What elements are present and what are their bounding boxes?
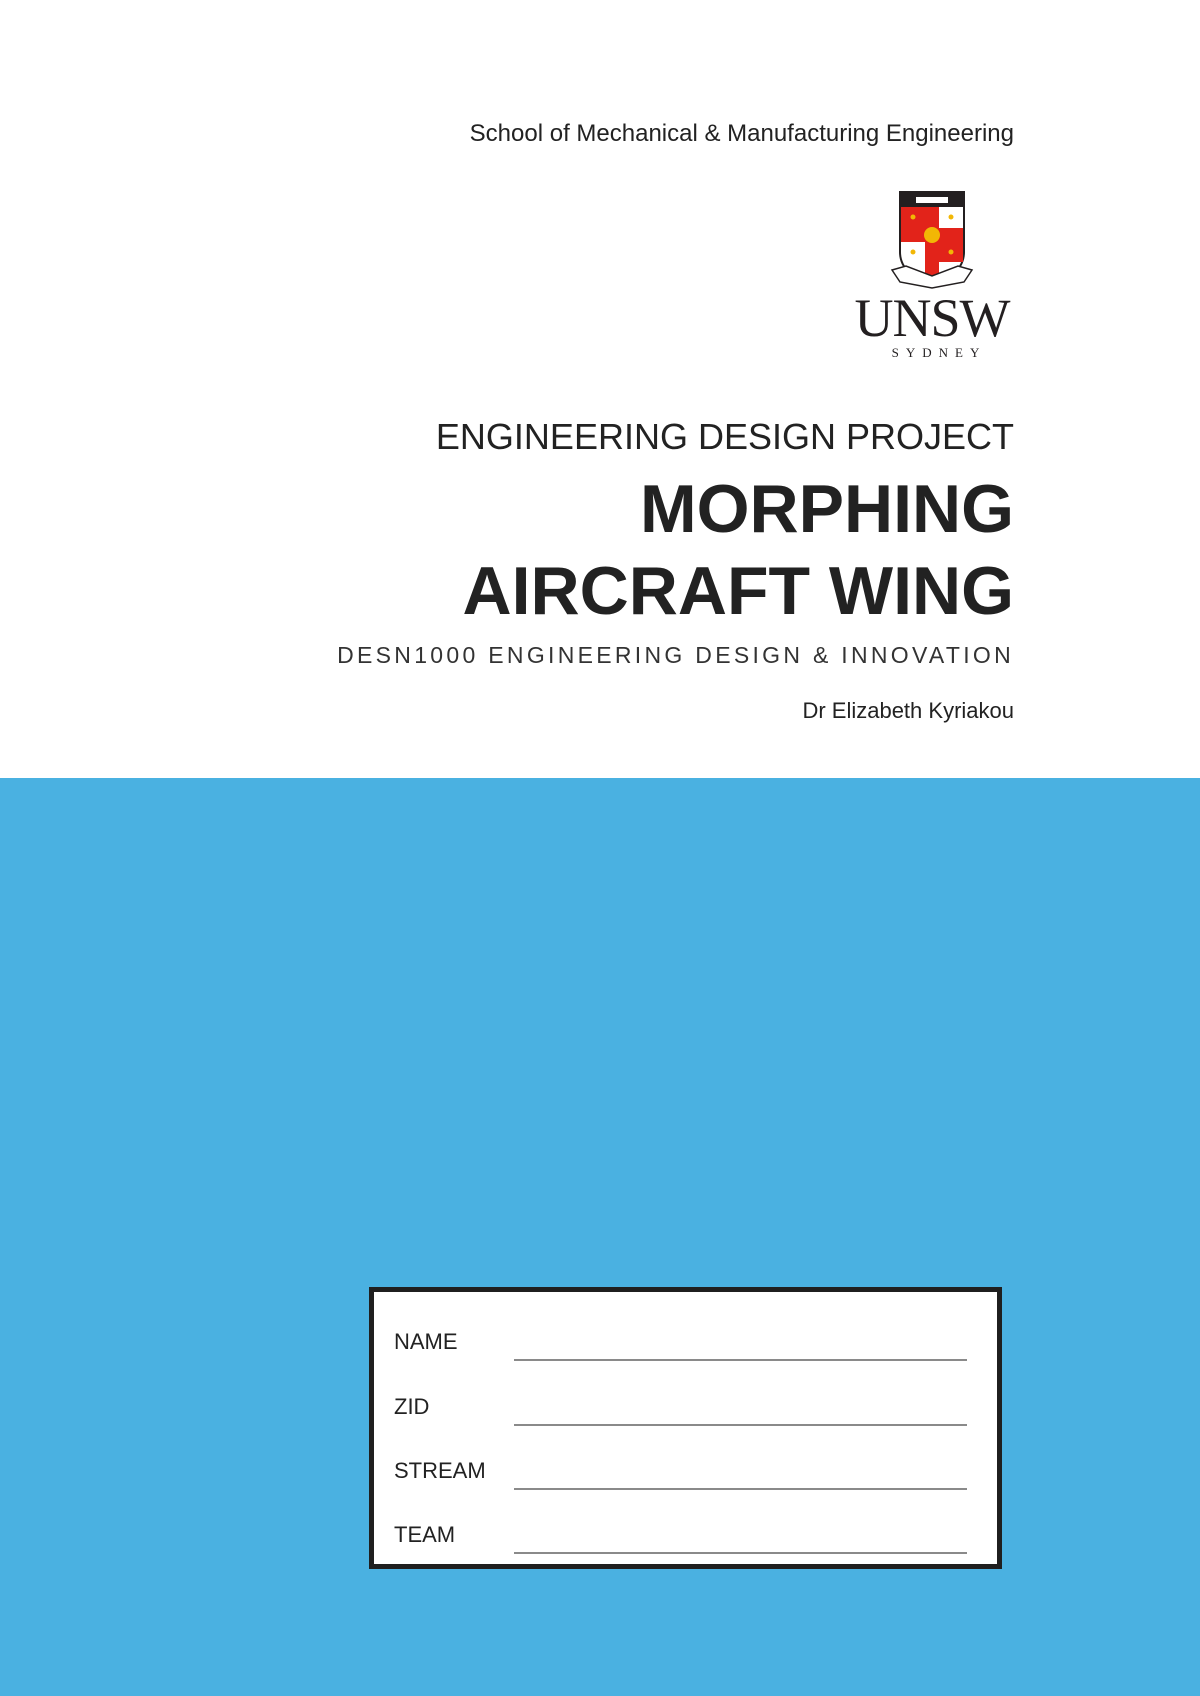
title-line-2: AIRCRAFT WING <box>462 553 1014 629</box>
unsw-crest-icon <box>848 190 1016 290</box>
zid-label: ZID <box>394 1394 430 1419</box>
lecturer-name: Dr Elizabeth Kyriakou <box>802 698 1014 723</box>
zid-field[interactable] <box>514 1424 967 1426</box>
form-row-zid <box>374 1386 997 1426</box>
form-row-stream <box>374 1450 997 1490</box>
form-row-name <box>374 1321 997 1361</box>
sydney-wordmark: SYDNEY <box>891 345 987 360</box>
name-field[interactable] <box>514 1359 967 1361</box>
project-eyebrow: ENGINEERING DESIGN PROJECT <box>435 416 1014 457</box>
school-name: School of Mechanical & Manufacturing Engineering <box>469 120 1014 147</box>
unsw-wordmark: UNSW <box>854 288 1010 348</box>
unsw-logo <box>848 190 1016 366</box>
name-label: NAME <box>394 1329 458 1354</box>
form-row-team <box>374 1514 997 1554</box>
cover-top-panel <box>0 0 1200 778</box>
stream-field[interactable] <box>514 1488 967 1490</box>
student-details-form <box>369 1287 1002 1569</box>
course-name: DESN1000 ENGINEERING DESIGN & INNOVATION <box>337 642 1014 668</box>
team-field[interactable] <box>514 1552 967 1554</box>
project-title <box>463 468 1014 632</box>
team-label: TEAM <box>394 1522 456 1547</box>
stream-label: STREAM <box>394 1458 486 1483</box>
title-line-1: MORPHING <box>640 471 1014 547</box>
